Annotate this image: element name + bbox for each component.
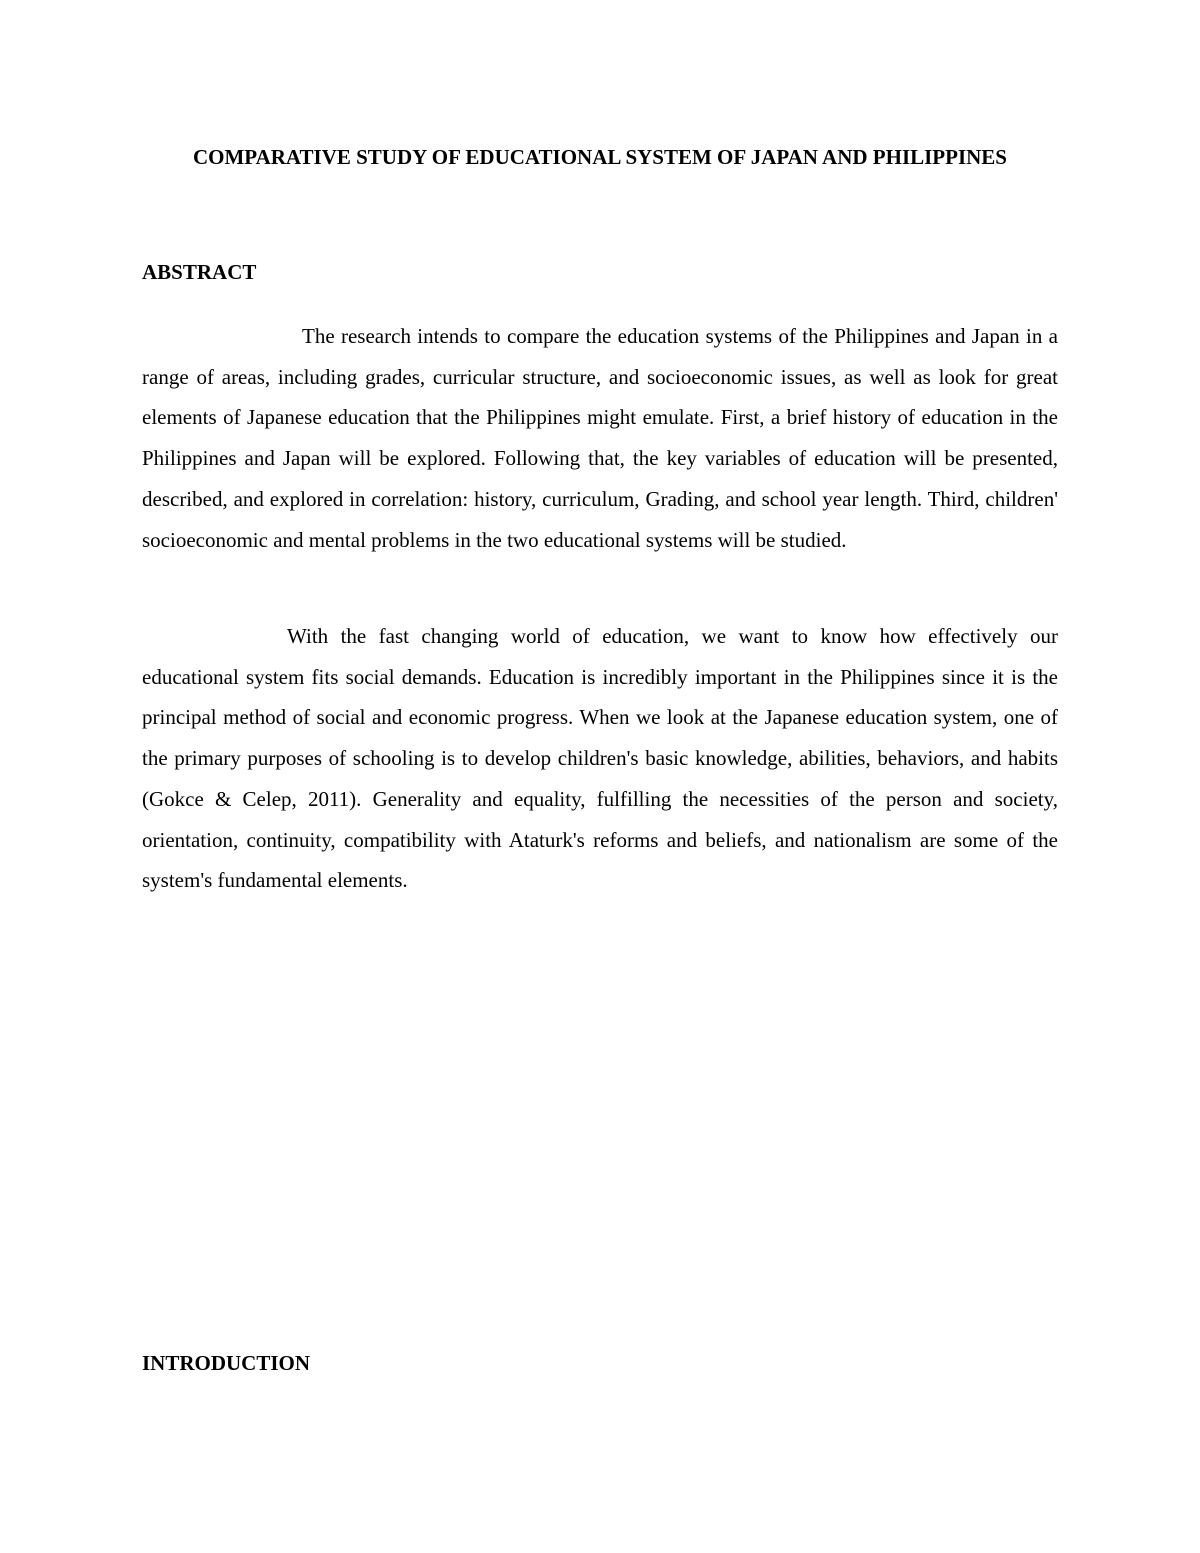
abstract-paragraph-2: With the fast changing world of education, we want to know how effectively our educational system fits social demands. Education is incredibly important in the Philippines since it is the principal method of social and economic progress. When we look at the Japanese education system, one of the primary purposes of schooling is to develop children's basic knowledge, abilities, behaviors, and habits (Gokce & Celep, 2011). Generality and equality, fulfilling the necessities of the person and society, orientation, continuity, compatibility with Ataturk's reforms and beliefs, and nationalism are some of the system's fundamental elements. xyxy=(142,624,1058,893)
abstract-heading: ABSTRACT xyxy=(142,260,257,284)
introduction-heading: INTRODUCTION xyxy=(142,1351,311,1375)
document-title: COMPARATIVE STUDY OF EDUCATIONAL SYSTEM OF JAPAN AND PHILIPPINES xyxy=(192,145,1007,169)
abstract-paragraph-1: The research intends to compare the education systems of the Philippines and Japan in a range of areas, including grades, curricular structure, and socioeconomic issues, as well as look for great elements of Japanese education that the Philippines might emulate. First, a brief history of education in the Philippines and Japan will be explored. Following that, the key variables of education will be presented, described, and explored in correlation: history, curriculum, Grading, and school year length. Third, children' socioeconomic and mental problems in the two educational systems will be studied. xyxy=(142,324,1058,552)
